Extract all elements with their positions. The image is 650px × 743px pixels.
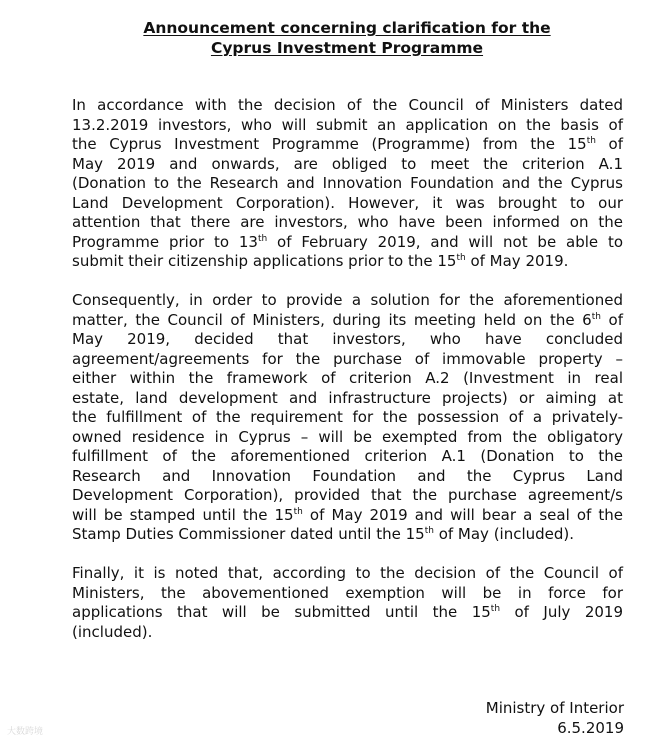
p2-line: Consequently, in order to provide a solution for the aforementioned [72, 291, 623, 309]
document-title [0, 18, 650, 58]
p1-text: submit their citizenship applications prior to the 15 [72, 252, 457, 270]
p2-line [72, 506, 623, 526]
p1-line: In accordance with the decision of the Council of Ministers dated [72, 96, 623, 114]
watermark: 大数跨境 [7, 727, 44, 737]
p2-line: May 2019, decided that investors, who have concluded [72, 330, 623, 348]
p3-line: (included). [72, 622, 153, 641]
p3-text: applications that will be submitted until the 15 [72, 603, 491, 621]
p1-line: Land Development Corporation). However, it was brought to our [72, 193, 623, 212]
p2-text: will be stamped until the 15 [72, 505, 294, 524]
p1-line: 13.2.2019 investors, who will submit an application on the basis of [72, 115, 623, 134]
p1-text: the Cyprus Investment Programme (Programme) from the 15 [72, 135, 587, 153]
p1-line [72, 135, 623, 155]
ordinal-suffix: th [586, 136, 596, 146]
p2-line [72, 525, 623, 545]
p1-line [72, 252, 623, 272]
ordinal-suffix: th [490, 604, 501, 614]
signature-block [486, 699, 624, 738]
p3-text: of July 2019 [500, 603, 624, 621]
ordinal-suffix: th [257, 233, 268, 244]
ordinal-suffix: th [293, 506, 303, 517]
paragraph-1 [72, 96, 623, 272]
p1-line: attention that there are investors, who have been informed on the [72, 213, 623, 231]
p2-line: the fulfillment of the requirement for the possession of a privately- [72, 408, 623, 426]
ordinal-suffix: th [424, 526, 434, 536]
p2-line: Development Corporation), provided that the purchase agreement/s [72, 486, 623, 504]
p2-text: of [600, 310, 623, 329]
title-line-1: Announcement concerning clarification for the [143, 19, 551, 37]
p2-line: fulfillment of the aforementioned criterion A.1 (Donation to the [72, 447, 623, 465]
p1-text: of February 2019, and will not be able to [267, 232, 623, 251]
p2-line: estate, land development and infrastructure projects) or aiming at [72, 388, 623, 407]
p2-line [72, 311, 623, 331]
title-line-2: Cyprus Investment Programme [210, 39, 484, 57]
p2-line: owned residence in Cyprus – will be exempted from the obligatory [72, 427, 623, 446]
p2-text: of May (included). [433, 525, 575, 543]
p2-line: either within the framework of criterion A.2 (Investment in real [72, 369, 623, 387]
p2-text: Stamp Duties Commissioner dated until the 15 [72, 525, 425, 543]
p3-line [72, 603, 623, 623]
p2-text: matter, the Council of Ministers, during its meeting held on the 6 [72, 310, 592, 329]
p1-line: (Donation to the Research and Innovation Foundation and the Cyprus [72, 174, 623, 192]
p1-text: Programme prior to 13 [72, 232, 258, 251]
ordinal-suffix: th [591, 311, 601, 322]
p1-line [72, 233, 623, 253]
p2-line: agreement/agreements for the purchase of immovable property – [72, 349, 623, 368]
p1-text: of [595, 135, 623, 153]
p2-line: Research and Innovation Foundation and the Cyprus Land [72, 466, 623, 485]
p3-line: Ministers, the abovementioned exemption will be in force for [72, 583, 623, 602]
ordinal-suffix: th [456, 253, 466, 263]
p2-text: of May 2019 and will bear a seal of the [302, 505, 623, 524]
signature-date: 6.5.2019 [557, 718, 624, 737]
p1-text: of May 2019. [465, 252, 569, 270]
paragraph-3 [72, 564, 623, 642]
p1-line: May 2019 and onwards, are obliged to meet the criterion A.1 [72, 154, 623, 173]
signature-organization: Ministry of Interior [485, 699, 624, 717]
p3-line: Finally, it is noted that, according to the decision of the Council of [72, 564, 623, 582]
paragraph-2 [72, 291, 623, 545]
